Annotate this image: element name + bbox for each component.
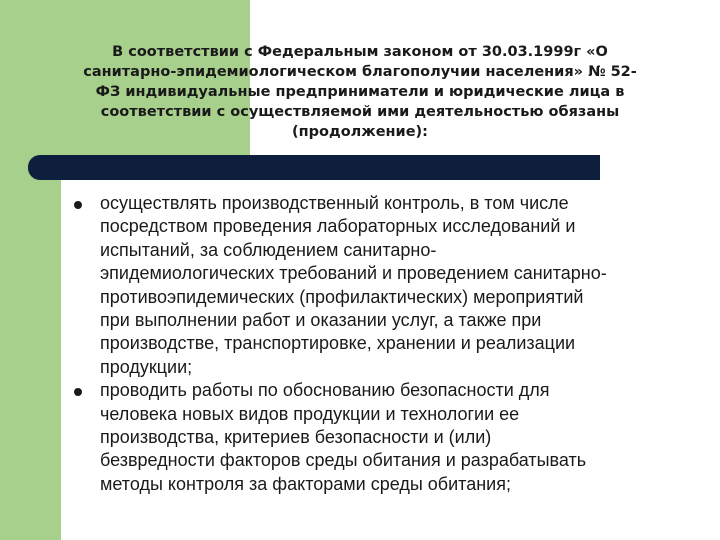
bullet-text-line: противоэпидемических (профилактических) мероприятий <box>100 286 584 307</box>
title-line: ФЗ индивидуальные предприниматели и юридические лица в <box>95 84 625 100</box>
bullet-text-line: при выполнении работ и оказании услуг, а также при <box>100 310 542 331</box>
title-line: (продолжение): <box>292 124 428 140</box>
title-line: В соответствии с Федеральным законом от 30.03.1999г «О <box>112 44 608 60</box>
bullet-text-line: проводить работы по обоснованию безопасности для <box>100 380 550 401</box>
title-divider-bar <box>28 155 600 180</box>
slide-title <box>40 42 680 142</box>
bullet-item-production-control <box>74 192 694 379</box>
title-line: санитарно-эпидемиологическом благополучии населения» № 52- <box>83 64 637 80</box>
bullet-list <box>74 192 694 496</box>
bullet-text-line: безвредности факторов среды обитания и разрабатывать <box>100 450 587 471</box>
bullet-text-line: посредством проведения лабораторных исследований и <box>100 216 576 237</box>
bullet-text-line: производства, критериев безопасности и (или) <box>100 427 492 448</box>
bullet-text-line: продукции; <box>100 356 193 377</box>
bullet-dot-icon <box>74 388 82 396</box>
bullet-item-safety-justification <box>74 379 694 496</box>
decorative-left-stripe <box>0 170 61 540</box>
title-line: соответствии с осуществляемой ими деятельностью обязаны <box>100 104 620 120</box>
bullet-dot-icon <box>74 201 82 209</box>
bullet-text-line: производстве, транспортировке, хранении и реализации <box>100 333 576 354</box>
bullet-text-line: осуществлять производственный контроль, в том числе <box>100 193 569 213</box>
bullet-text-line: эпидемиологических требований и проведением санитарно- <box>100 263 607 284</box>
bullet-text-line: испытаний, за соблюдением санитарно- <box>100 239 437 260</box>
bullet-text-line: человека новых видов продукции и технологии ее <box>100 403 520 424</box>
bullet-text-line: методы контроля за факторами среды обитания; <box>100 473 511 494</box>
